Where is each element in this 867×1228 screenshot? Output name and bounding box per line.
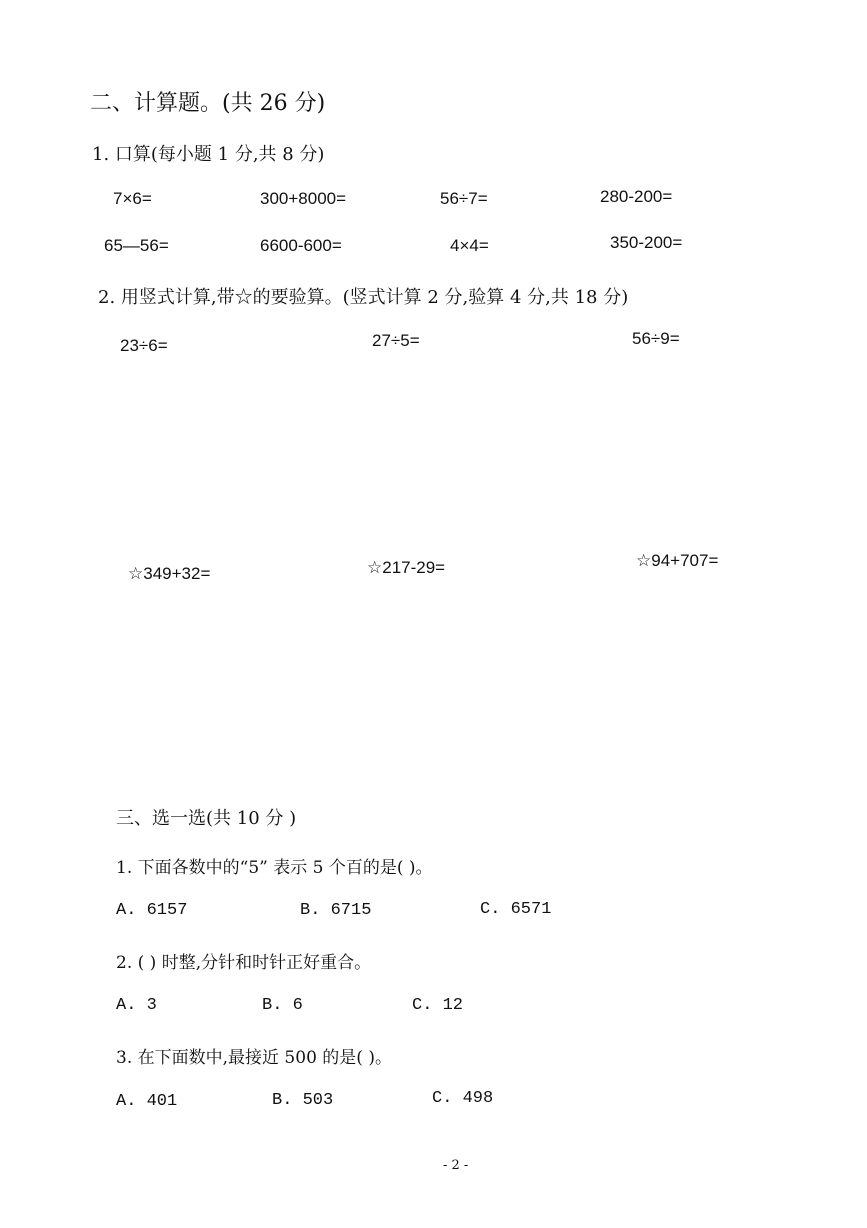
choice-option: C. 12 bbox=[412, 996, 464, 1015]
vertical-item: ☆217-29= bbox=[367, 558, 446, 577]
choice-option: C. 6571 bbox=[480, 900, 552, 919]
choice-question: 2. ( ) 时整,分针和时针正好重合。 bbox=[116, 953, 372, 973]
choice-option: B. 6715 bbox=[300, 901, 372, 920]
choice-option: A. 3 bbox=[116, 996, 157, 1015]
choice-question: 3. 在下面数中,最接近 500 的是( )。 bbox=[116, 1048, 392, 1068]
section3-title: 三、选一选(共 10 分 ) bbox=[116, 808, 297, 829]
vertical-item: ☆349+32= bbox=[128, 564, 211, 583]
oral-calc-title: 1. 口算(每小题 1 分,共 8 分) bbox=[92, 144, 325, 165]
choice-option: A. 401 bbox=[116, 1092, 178, 1111]
oral-item: 350-200= bbox=[610, 233, 683, 252]
section2-title: 二、计算题。(共 26 分) bbox=[90, 91, 326, 116]
choice-option: A. 6157 bbox=[116, 901, 188, 920]
oral-item: 4×4= bbox=[450, 236, 489, 255]
choice-option: C. 498 bbox=[432, 1089, 494, 1108]
choice-question: 1. 下面各数中的“5” 表示 5 个百的是( )。 bbox=[116, 858, 433, 878]
page-number: - 2 - bbox=[443, 1158, 469, 1173]
choice-option: B. 6 bbox=[262, 996, 303, 1015]
vertical-item: 23÷6= bbox=[120, 336, 168, 355]
choice-option: B. 503 bbox=[272, 1091, 334, 1110]
vertical-item: ☆94+707= bbox=[636, 551, 719, 570]
vertical-item: 27÷5= bbox=[372, 331, 420, 350]
oral-item: 280-200= bbox=[600, 187, 673, 206]
vertical-calc-title: 2. 用竖式计算,带☆的要验算。(竖式计算 2 分,验算 4 分,共 18 分) bbox=[98, 287, 629, 308]
oral-item: 300+8000= bbox=[260, 189, 347, 208]
oral-item: 65—56= bbox=[104, 236, 169, 255]
oral-item: 6600-600= bbox=[260, 236, 342, 255]
vertical-item: 56÷9= bbox=[632, 329, 680, 348]
oral-item: 56÷7= bbox=[440, 189, 488, 208]
oral-item: 7×6= bbox=[113, 189, 152, 208]
